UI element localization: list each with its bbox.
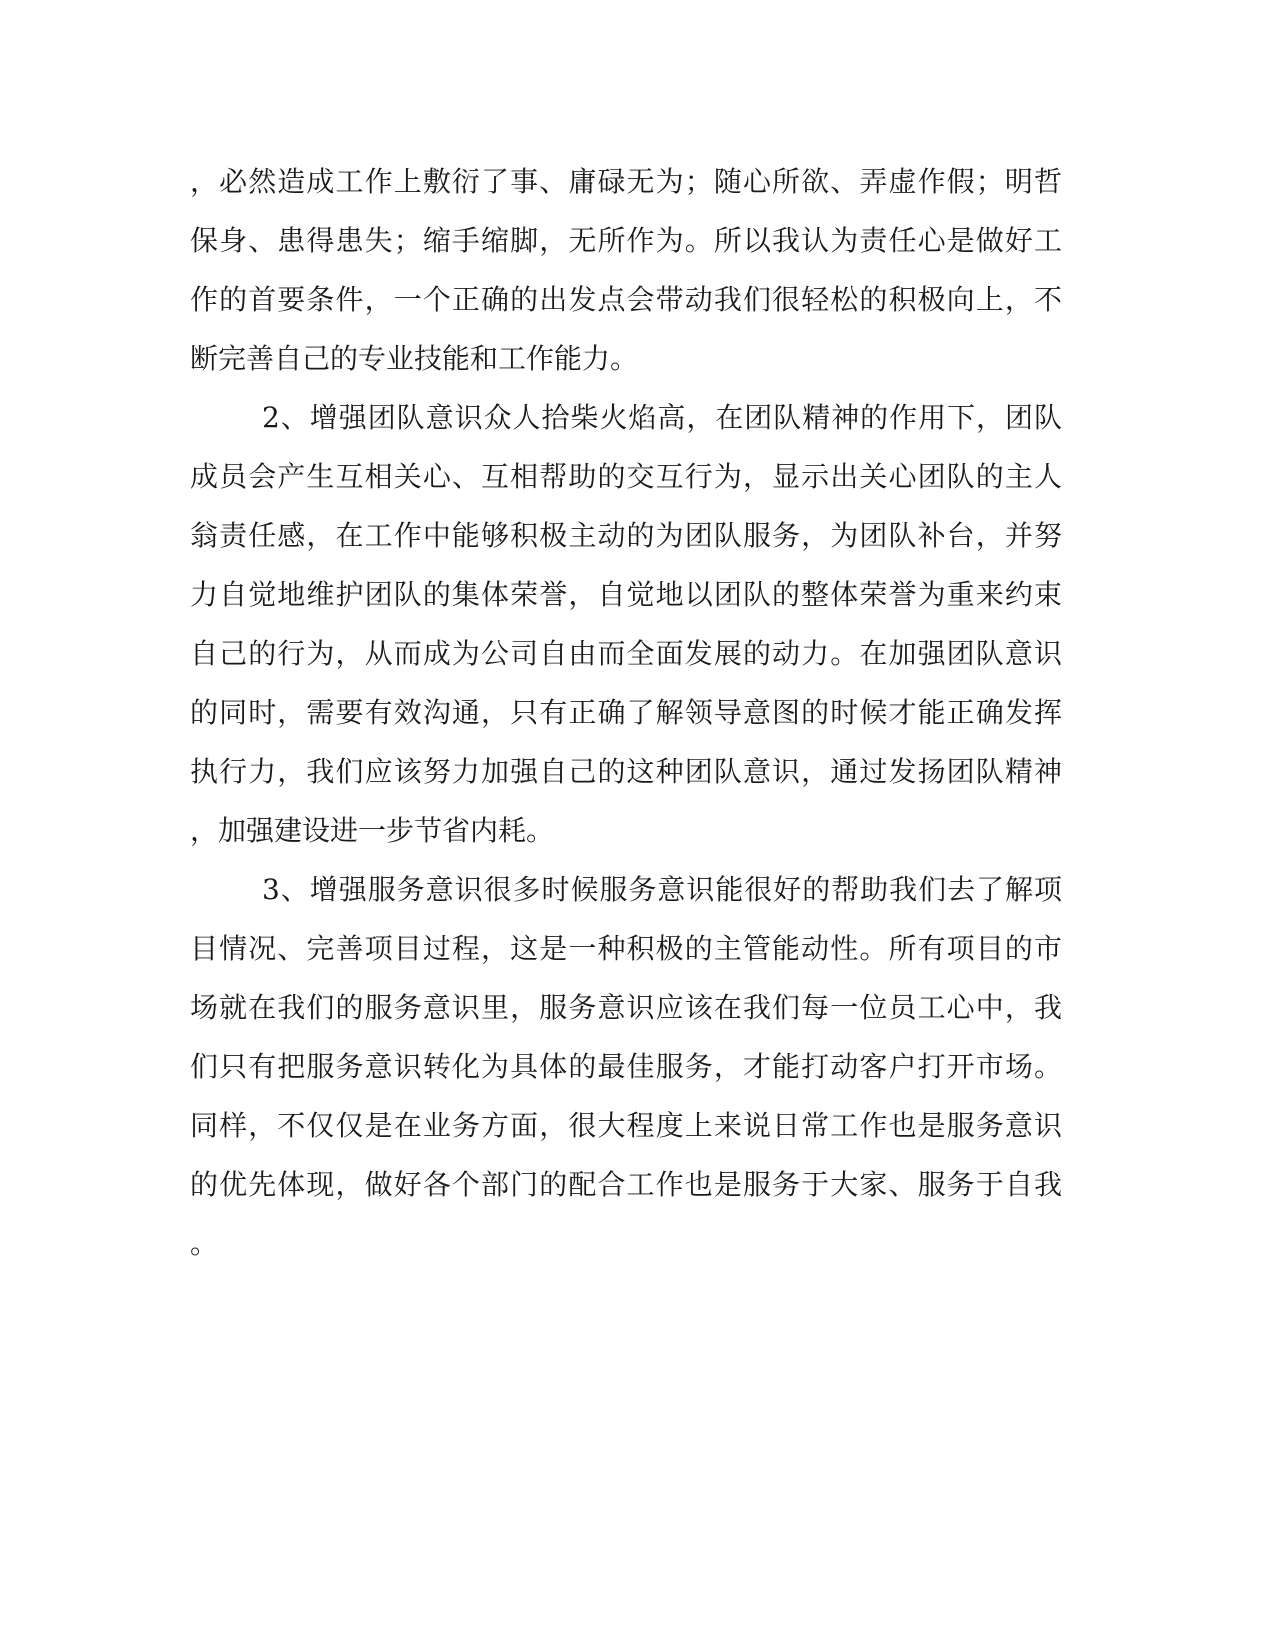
text-line: 目情况、完善项目过程，这是一种积极的主管能动性。所有项目的市 [190,932,1062,965]
text-line: 翁责任感，在工作中能够积极主动的为团队服务，为团队补台，并努 [190,519,1062,552]
text-line: 2、增强团队意识众人拾柴火焰高，在团队精神的作用下，团队 [262,401,1062,434]
text-line: 断完善自己的专业技能和工作能力。 [190,342,639,375]
text-line: 的优先体现，做好各个部门的配合工作也是服务于大家、服务于自我 [190,1168,1062,1201]
text-line: 力自觉地维护团队的集体荣誉，自觉地以团队的整体荣誉为重来约束 [190,578,1062,611]
text-line: 作的首要条件，一个正确的出发点会带动我们很轻松的积极向上，不 [190,283,1062,316]
text-line: 场就在我们的服务意识里，服务意识应该在我们每一位员工心中，我 [190,991,1062,1024]
text-line: 保身、患得患失；缩手缩脚，无所作为。所以我认为责任心是做好工 [190,224,1062,257]
text-line: 自己的行为，从而成为公司自由而全面发展的动力。在加强团队意识 [190,637,1062,670]
text-line: ，加强建设进一步节省内耗。 [190,814,555,847]
text-line: 执行力，我们应该努力加强自己的这种团队意识，通过发扬团队精神 [190,755,1062,788]
text-line: 们只有把服务意识转化为具体的最佳服务，才能打动客户打开市场。 [190,1050,1062,1083]
text-line: 同样，不仅仅是在业务方面，很大程度上来说日常工作也是服务意识 [190,1109,1062,1142]
text-line: 成员会产生互相关心、互相帮助的交互行为，显示出关心团队的主人 [190,460,1062,493]
text-line: 的同时，需要有效沟通，只有正确了解领导意图的时候才能正确发挥 [190,696,1062,729]
text-line: 3、增强服务意识很多时候服务意识能很好的帮助我们去了解项 [262,873,1062,906]
text-line: 。 [190,1227,219,1260]
text-line: ，必然造成工作上敷衍了事、庸碌无为；随心所欲、弄虚作假；明哲 [190,165,1062,198]
